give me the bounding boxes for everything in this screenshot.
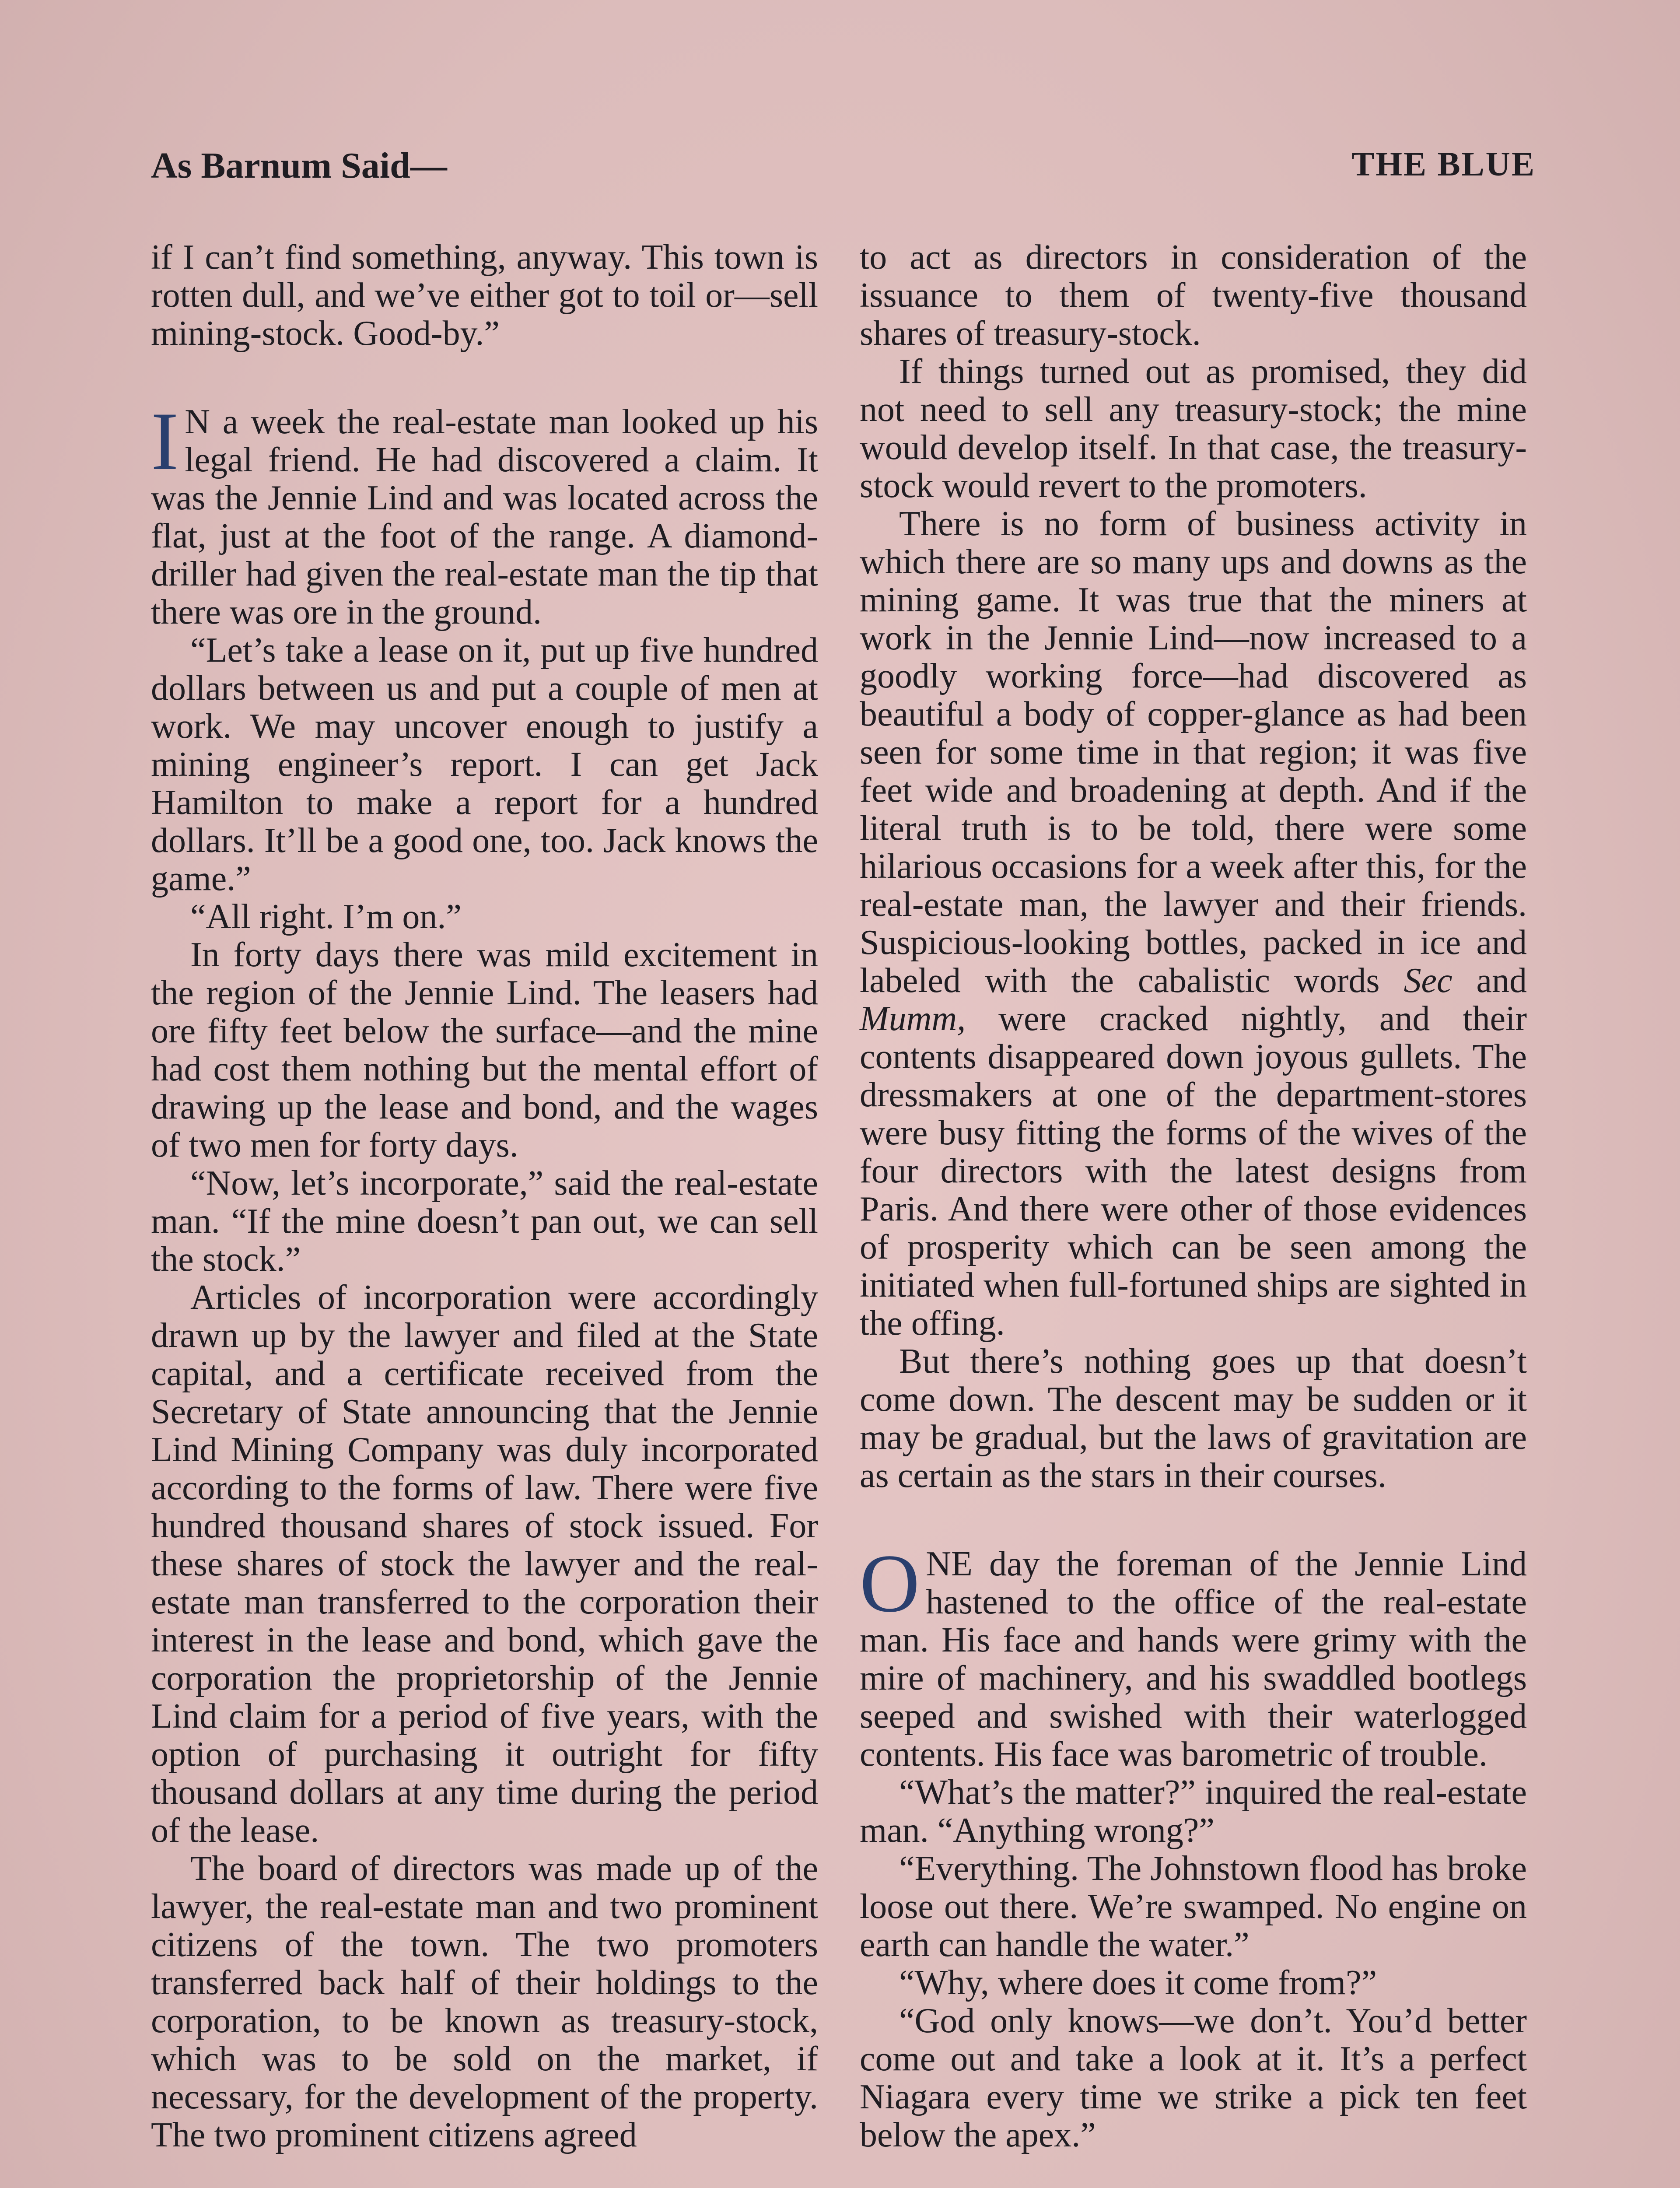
- paragraph: “Now, let’s incorporate,” said the real-estate man. “If the mine doesn’t pan out, we can sell the stock.”: [151, 1164, 818, 1279]
- paragraph: Articles of incorporation were accordingly drawn up by the lawyer and filed at the State capital, and a certificate received from the Secretary of State announcing that the Jennie Lind Mining Company was duly incorporated according to the forms of law. There were five hundred thousand shares of stock issued. For these shares of stock the lawyer and the real-estate man transferred to the corporation their interest in the lease and bond, which gave the corporation the proprietorship of the Jennie Lind claim for a period of five years, with the option of purchasing it outright for fifty thousand dollars at any time during the period of the lease.: [151, 1278, 818, 1850]
- paragraph: “All right. I’m on.”: [190, 898, 462, 936]
- paragraph: The board of directors was made up of the lawyer, the real-estate man and two prominent citizens of the town. The two promoters transferred back half of their holdings to the corporation, to be known as treasury-stock, which was to be sold on the market, if necessary, for the development of the property. The two prominent citizens agreed: [151, 1849, 818, 2154]
- paragraph: “What’s the matter?” inquired the real-estate man. “Anything wrong?”: [860, 1773, 1527, 1850]
- running-header: [151, 144, 1536, 193]
- paragraph-text: There is no form of business activity in which there are so many ups and downs as the mining game. It was true that the miners at work in the Jennie Lind—now increased to a goodly working force—had discovered as beautiful a body of copper-glance as had been seen for some time in that region; it was five feet wide and broadening at depth. And if the literal truth is to be told, there were some hilarious occasions for a week after this, for the real-estate man, the lawyer and their friends. Suspicious-looking bottles, packed in ice and labeled with the cabalistic words: [860, 505, 1527, 1000]
- paragraph: “Let’s take a lease on it, put up five hundred dollars between us and put a couple of men at work. We may uncover enough to justify a mining engineer’s report. I can get Jack Hamilton to make a report for a hundred dollars. It’ll be a good one, too. Jack knows the game.”: [151, 631, 818, 898]
- paragraph: “Why, where does it come from?”: [899, 1964, 1377, 2002]
- paragraph: [860, 505, 1527, 1343]
- right-text-column: [860, 238, 1527, 2154]
- paragraph: “Everything. The Johnstown flood has broke loose out there. We’re swamped. No engine on earth can handle the water.”: [860, 1849, 1527, 1964]
- paragraph: if I can’t find something, anyway. This town is rotten dull, and we’ve either got to toil or—sell mining-stock. Good-by.”: [151, 238, 818, 353]
- left-text-column: [151, 238, 818, 2154]
- magazine-title-running-head: THE BLUE: [1351, 145, 1536, 183]
- paragraph-text: were cracked nightly, and their contents disappeared down joyous gullets. The dressmakers at one of the department-stores were busy fitting the forms of the wives of the four directors with the latest designs from Paris. And there were other of those evidences of prosperity which can be seen among the initiated when full-fortuned ships are sighted in the offing.: [860, 999, 1527, 1343]
- section-paragraph: [860, 1538, 1527, 1774]
- paragraph: In forty days there was mild excitement in the region of the Jennie Lind. The leasers had ore fifty feet below the surface—and the mine had cost them nothing but the mental effort of drawing up the lease and bond, and the wages of two men for forty days.: [151, 936, 818, 1164]
- italic-word: Mumm,: [860, 999, 966, 1038]
- paragraph: “God only knows—we don’t. You’d better come out and take a look at it. It’s a perfect Niagara every time we strike a pick ten feet below the apex.”: [860, 2002, 1527, 2154]
- paragraph: to act as directors in consideration of the issuance to them of twenty-five thousand shares of treasury-stock.: [860, 238, 1527, 353]
- paragraph: If things turned out as promised, they did not need to sell any treasury-stock; the mine would develop itself. In that case, the treasury-stock would revert to the promoters.: [860, 352, 1527, 505]
- paragraph-text: and: [1452, 961, 1527, 1000]
- paragraph-text: NE day the foreman of the Jennie Lind hastened to the office of the real-estate man. His face and hands were grimy with the mire of machinery, and his swaddled bootlegs seeped and swished with their waterlogged contents. His face was barometric of trouble.: [860, 1545, 1527, 1774]
- section-paragraph: [151, 396, 818, 631]
- drop-cap: I: [151, 396, 179, 487]
- paragraph-text: N a week the real-estate man looked up his legal friend. He had discovered a claim. It was the Jennie Lind and was located across the flat, just at the foot of the range. A diamond-driller had given the real-estate man the tip that there was ore in the ground.: [151, 403, 818, 631]
- story-title-running-head: As Barnum Said—: [151, 145, 447, 186]
- paragraph: But there’s nothing goes up that doesn’t come down. The descent may be sudden or it may be gradual, but the laws of gravitation are as certain as the stars in their courses.: [860, 1342, 1527, 1495]
- drop-cap: O: [860, 1538, 920, 1630]
- italic-word: Sec: [1404, 961, 1452, 1000]
